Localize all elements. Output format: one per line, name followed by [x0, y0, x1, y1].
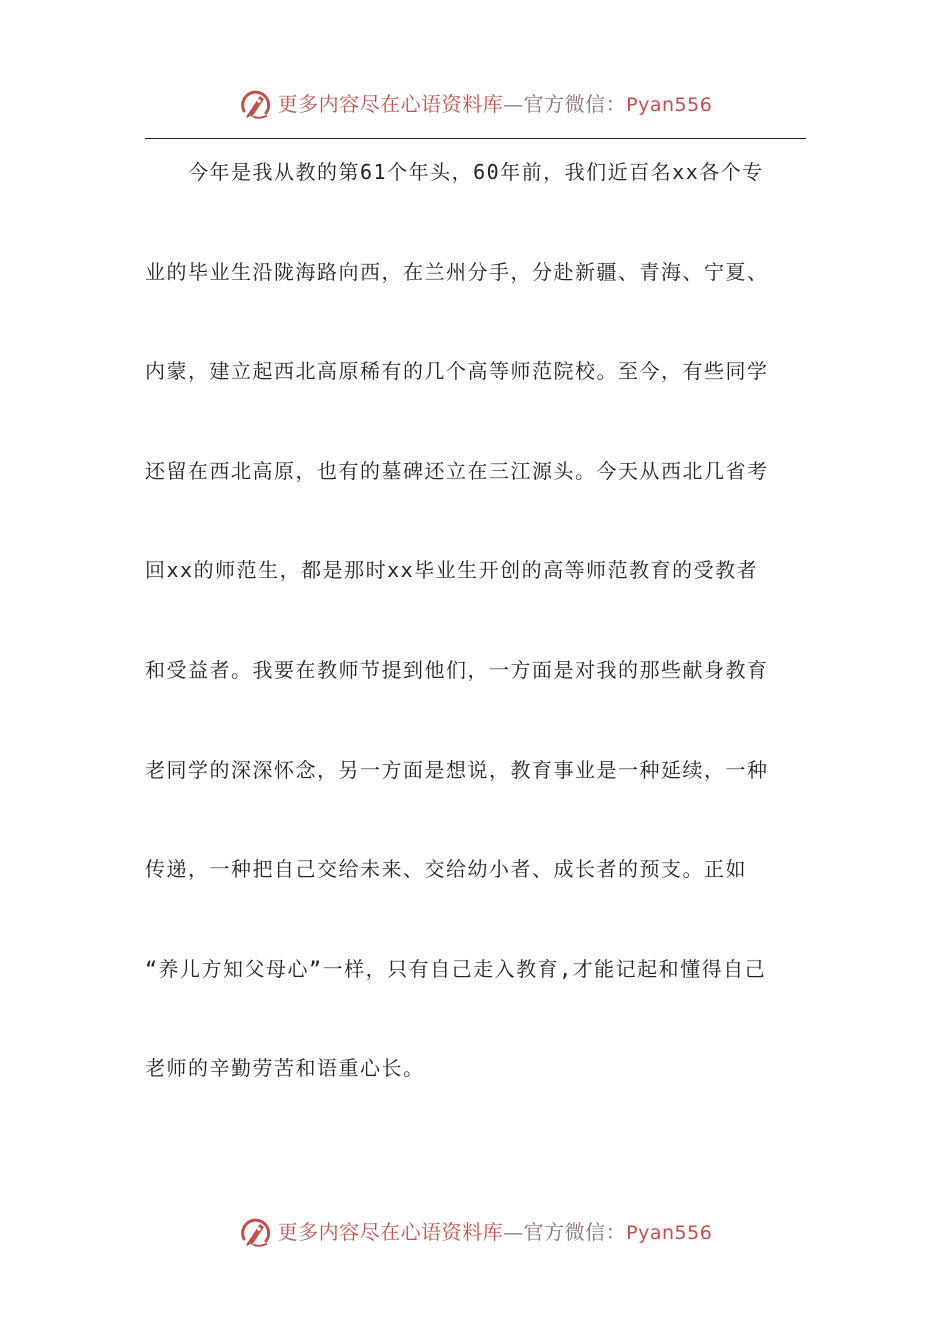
footer-wechat-label: 官方微信： [523, 1219, 627, 1244]
footer-banner [0, 1210, 950, 1250]
body-line: 传递，一种把自己交给未来、交给幼小者、成长者的预支。正如 [145, 857, 747, 882]
footer-dash: — [503, 1219, 524, 1244]
body-line: 内蒙，建立起西北高原稀有的几个高等师范院校。至今，有些同学 [145, 359, 769, 384]
body-line: 今年是我从教的第61个年头，60年前，我们近百名xx各个专 [145, 160, 764, 184]
body-line: 回xx的师范生，都是那时xx毕业生开创的高等师范教育的受教者 [145, 558, 759, 583]
header-banner [0, 82, 950, 122]
header-dash: — [503, 91, 524, 116]
pen-nib-circle-logo-icon [238, 1212, 274, 1248]
footer-promo [278, 1216, 713, 1245]
body-line: 老同学的深深怀念，另一方面是想说，教育事业是一种延续，一种 [145, 757, 769, 782]
document-body [145, 150, 825, 1146]
header-wechat-label: 官方微信： [523, 91, 627, 116]
header-wechat-id: Pyan556 [626, 93, 713, 116]
body-line: 和受益者。我要在教师节提到他们，一方面是对我的那些献身教育 [145, 657, 769, 682]
header-promo-text: 更多内容尽在心语资料库 [277, 91, 504, 116]
body-line: 还留在西北高原，也有的墓碑还立在三江源头。今天从西北几省考 [145, 458, 769, 483]
body-line: 老师的辛勤劳苦和语重心长。 [145, 1056, 425, 1081]
footer-promo-text: 更多内容尽在心语资料库 [277, 1219, 504, 1244]
body-line: “养儿方知父母心”一样，只有自己走入教育,才能记起和懂得自己 [145, 956, 767, 981]
header-promo [278, 88, 713, 117]
footer-wechat-id: Pyan556 [626, 1221, 713, 1244]
body-line: 业的毕业生沿陇海路向西，在兰州分手，分赴新疆、青海、宁夏、 [145, 259, 769, 284]
pen-nib-circle-logo-icon [238, 84, 274, 120]
header-divider [145, 138, 806, 139]
